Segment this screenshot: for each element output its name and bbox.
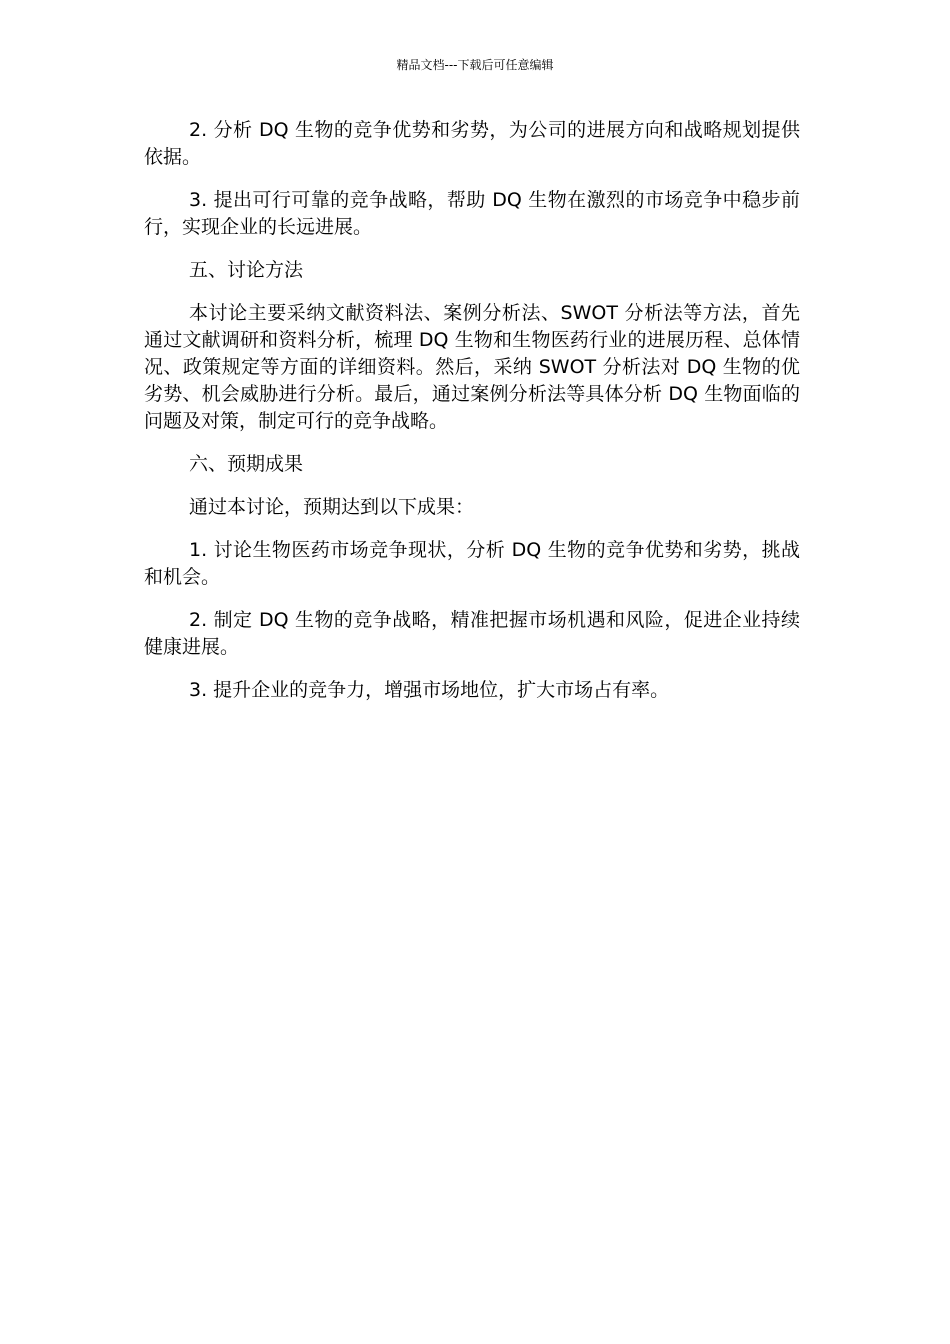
paragraph-methods: 本讨论主要采纳文献资料法、案例分析法、SWOT 分析法等方法，首先通过文献调研和资料分析，梳理 DQ 生物和生物医药行业的进展历程、总体情况、政策规定等方面的详细资料。然后，采纳 SWOT 分析法对 DQ 生物的优劣势、机会威胁进行分析。最后，通过案例分析法等具体分析 DQ 生物面临的问题及对策，制定可行的竞争战略。 [144,302,800,432]
paragraph-result-1: 1. 讨论生物医药市场竞争现状，分析 DQ 生物的竞争优势和劣势，挑战和机会。 [144,539,800,588]
paragraph-result-3: 3. 提升企业的竞争力，增强市场地位，扩大市场占有率。 [189,679,670,701]
section-heading-methods: 五、讨论方法 [189,259,304,281]
paragraph-results-intro: 通过本讨论，预期达到以下成果： [189,496,475,518]
paragraph-result-2: 2. 制定 DQ 生物的竞争战略，精准把握市场机遇和风险，促进企业持续健康进展。 [144,609,800,658]
paragraph-objective-3: 3. 提出可行可靠的竞争战略，帮助 DQ 生物在激烈的市场竞争中稳步前行，实现企业的长远进展。 [144,189,800,238]
page-header: 精品文档---下载后可任意编辑 [396,58,554,72]
document-body [144,117,800,720]
paragraph-objective-2: 2. 分析 DQ 生物的竞争优势和劣势，为公司的进展方向和战略规划提供依据。 [144,119,800,168]
section-heading-expected-results: 六、预期成果 [189,453,304,475]
